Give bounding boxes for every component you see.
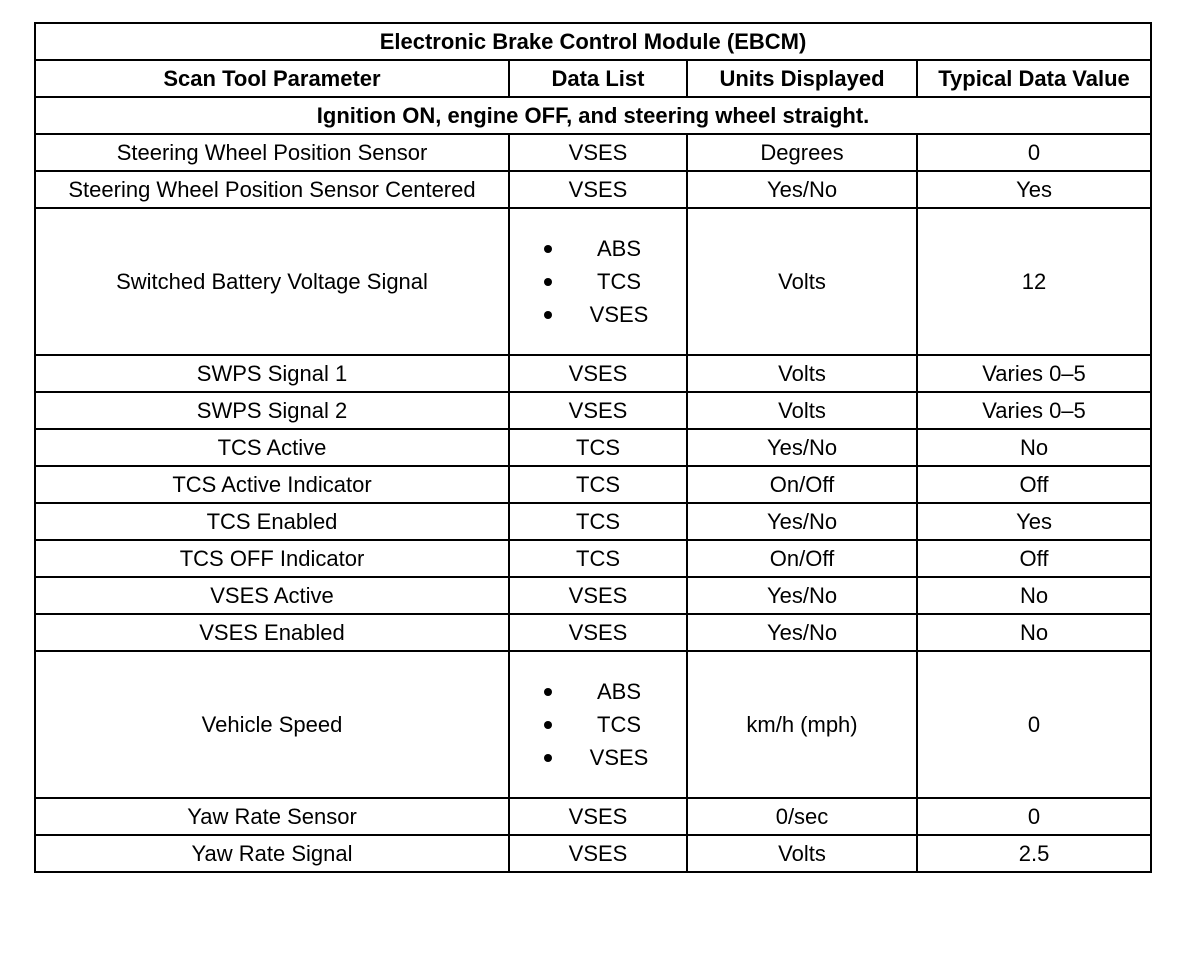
bullet-item xyxy=(544,675,652,708)
header-data-list: Data List xyxy=(509,60,687,97)
condition-row xyxy=(35,97,1151,134)
units-cell: Yes/No xyxy=(687,429,917,466)
typical-value-cell: No xyxy=(917,577,1151,614)
bullet-text: TCS xyxy=(597,711,641,737)
table-row xyxy=(35,355,1151,392)
units-cell: Yes/No xyxy=(687,614,917,651)
bullet-dot-icon xyxy=(544,245,552,253)
table-title: Electronic Brake Control Module (EBCM) xyxy=(35,23,1151,60)
data-list-cell xyxy=(509,208,687,355)
typical-value-cell: No xyxy=(917,429,1151,466)
parameter-cell: TCS Active Indicator xyxy=(35,466,509,503)
data-list-cell: VSES xyxy=(509,798,687,835)
table-row xyxy=(35,540,1151,577)
data-list-cell: TCS xyxy=(509,466,687,503)
parameter-cell: SWPS Signal 2 xyxy=(35,392,509,429)
bullet-item xyxy=(544,232,652,265)
units-cell: Yes/No xyxy=(687,171,917,208)
parameter-cell: SWPS Signal 1 xyxy=(35,355,509,392)
bullet-dot-icon xyxy=(544,754,552,762)
bullet-item xyxy=(544,741,652,774)
data-list-cell: VSES xyxy=(509,835,687,872)
title-row xyxy=(35,23,1151,60)
parameter-cell: Steering Wheel Position Sensor xyxy=(35,134,509,171)
data-list-cell: TCS xyxy=(509,540,687,577)
data-list-cell: VSES xyxy=(509,134,687,171)
bullet-text: ABS xyxy=(596,235,642,261)
table-row xyxy=(35,577,1151,614)
units-cell: Volts xyxy=(687,835,917,872)
units-cell: On/Off xyxy=(687,466,917,503)
typical-value-cell: 2.5 xyxy=(917,835,1151,872)
table-row xyxy=(35,392,1151,429)
bullet-item xyxy=(544,298,652,331)
typical-value-cell: No xyxy=(917,614,1151,651)
table-row xyxy=(35,503,1151,540)
units-cell: 0/sec xyxy=(687,798,917,835)
typical-value-cell: 0 xyxy=(917,651,1151,798)
data-list-cell xyxy=(509,651,687,798)
bullet-text: VSES xyxy=(589,301,649,327)
parameter-cell: Steering Wheel Position Sensor Centered xyxy=(35,171,509,208)
table-row xyxy=(35,614,1151,651)
data-list-bullets xyxy=(544,675,652,774)
parameter-cell: Switched Battery Voltage Signal xyxy=(35,208,509,355)
condition-text: Ignition ON, engine OFF, and steering wheel straight. xyxy=(35,97,1151,134)
bullet-dot-icon xyxy=(544,688,552,696)
units-cell: On/Off xyxy=(687,540,917,577)
bullet-text: VSES xyxy=(589,744,649,770)
parameter-cell: VSES Enabled xyxy=(35,614,509,651)
typical-value-cell: 12 xyxy=(917,208,1151,355)
bullet-dot-icon xyxy=(544,721,552,729)
data-list-cell: VSES xyxy=(509,577,687,614)
data-list-cell: VSES xyxy=(509,171,687,208)
typical-value-cell: Yes xyxy=(917,503,1151,540)
header-row xyxy=(35,60,1151,97)
table-row xyxy=(35,429,1151,466)
units-cell: km/h (mph) xyxy=(687,651,917,798)
table-row xyxy=(35,651,1151,798)
table-row xyxy=(35,835,1151,872)
bullet-dot-icon xyxy=(544,278,552,286)
table-row xyxy=(35,134,1151,171)
bullet-item xyxy=(544,708,652,741)
parameter-cell: Yaw Rate Sensor xyxy=(35,798,509,835)
parameter-cell: Yaw Rate Signal xyxy=(35,835,509,872)
typical-value-cell: Varies 0–5 xyxy=(917,355,1151,392)
table-row xyxy=(35,798,1151,835)
typical-value-cell: Varies 0–5 xyxy=(917,392,1151,429)
data-list-bullets xyxy=(544,232,652,331)
units-cell: Volts xyxy=(687,392,917,429)
data-list-cell: VSES xyxy=(509,392,687,429)
units-cell: Yes/No xyxy=(687,503,917,540)
typical-value-cell: Yes xyxy=(917,171,1151,208)
data-list-cell: TCS xyxy=(509,429,687,466)
header-units: Units Displayed xyxy=(687,60,917,97)
units-cell: Degrees xyxy=(687,134,917,171)
table-body xyxy=(35,134,1151,872)
typical-value-cell: 0 xyxy=(917,134,1151,171)
typical-value-cell: Off xyxy=(917,466,1151,503)
data-list-cell: TCS xyxy=(509,503,687,540)
parameter-cell: VSES Active xyxy=(35,577,509,614)
bullet-text: ABS xyxy=(596,678,642,704)
units-cell: Volts xyxy=(687,208,917,355)
parameter-cell: TCS Active xyxy=(35,429,509,466)
header-parameter: Scan Tool Parameter xyxy=(35,60,509,97)
parameter-cell: Vehicle Speed xyxy=(35,651,509,798)
data-list-cell: VSES xyxy=(509,614,687,651)
parameter-cell: TCS OFF Indicator xyxy=(35,540,509,577)
bullet-text: TCS xyxy=(597,268,641,294)
table-row xyxy=(35,171,1151,208)
typical-value-cell: Off xyxy=(917,540,1151,577)
table-row xyxy=(35,466,1151,503)
data-list-cell: VSES xyxy=(509,355,687,392)
ebcm-data-table xyxy=(34,22,1152,873)
bullet-dot-icon xyxy=(544,311,552,319)
bullet-item xyxy=(544,265,652,298)
parameter-cell: TCS Enabled xyxy=(35,503,509,540)
table-row xyxy=(35,208,1151,355)
units-cell: Yes/No xyxy=(687,577,917,614)
header-typical: Typical Data Value xyxy=(917,60,1151,97)
units-cell: Volts xyxy=(687,355,917,392)
typical-value-cell: 0 xyxy=(917,798,1151,835)
